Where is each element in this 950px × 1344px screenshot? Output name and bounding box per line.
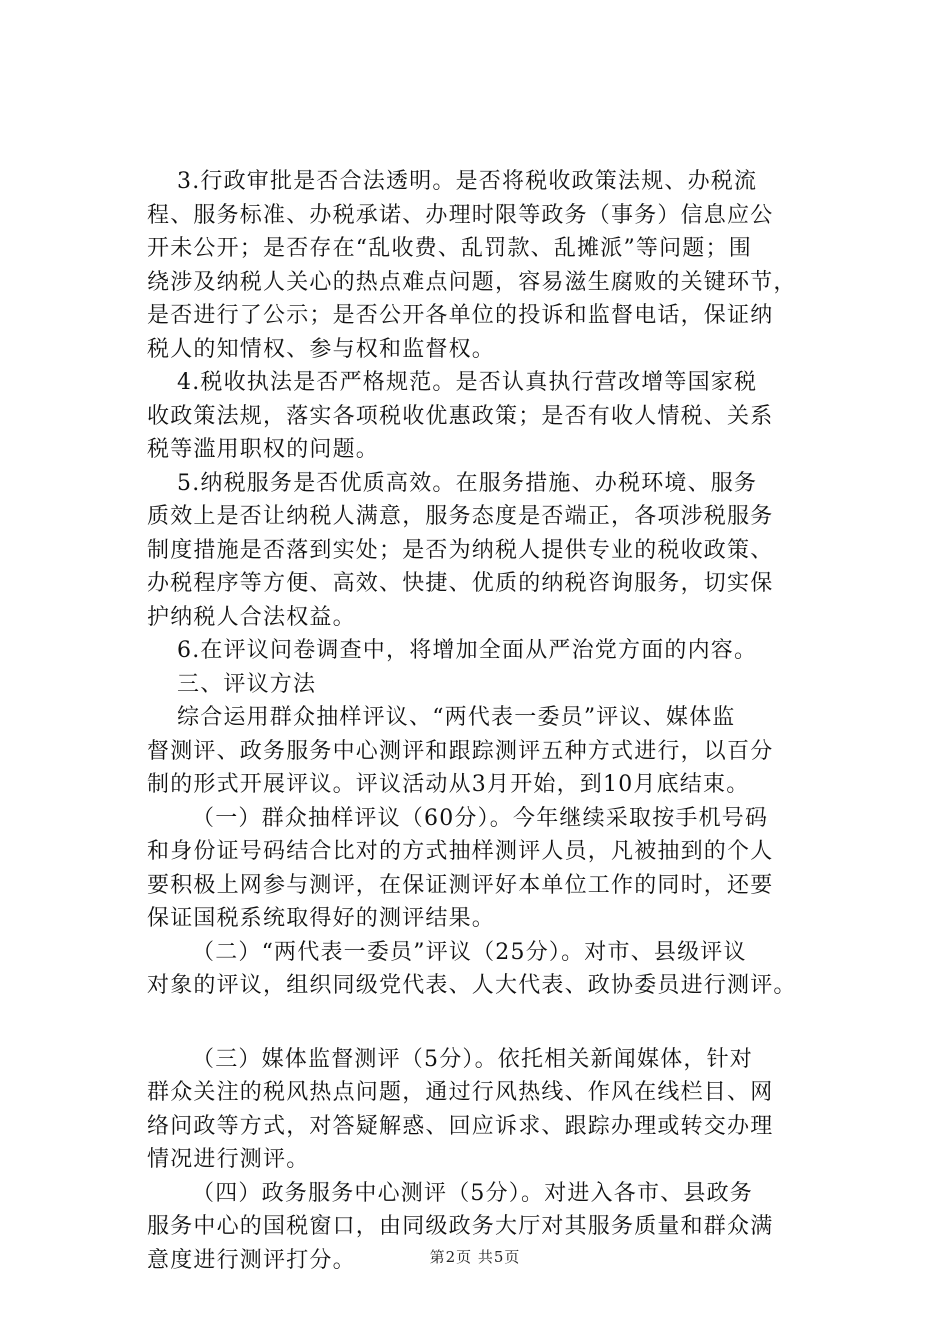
paragraph-item-4 [147, 366, 847, 467]
paragraph-item-6 [147, 634, 847, 668]
text-line: 收政策法规，落实各项税收优惠政策；是否有收人情税、关系 [147, 403, 774, 429]
text-line: （三）媒体监督测评（5分）。依托相关新闻媒体，针对 [192, 1046, 753, 1072]
text-line: 情况进行测评。 [147, 1147, 310, 1172]
text-line: （二）“两代表一委员”评议（25分）。对市、县级评议 [192, 939, 747, 965]
text-line: 要积极上网参与测评，在保证测评好本单位工作的同时，还要 [147, 872, 774, 898]
paragraph-subsection-3 [147, 1043, 847, 1177]
text-line: 保证国税系统取得好的测评结果。 [147, 906, 496, 931]
text-line: 税等滥用职权的问题。 [147, 437, 380, 462]
text-line: 和身份证号码结合比对的方式抽样测评人员，凡被抽到的个人 [147, 839, 774, 864]
text-line: 5.纳税服务是否优质高效。在服务措施、办税环境、服务 [177, 470, 758, 496]
paragraph-method-intro [147, 701, 847, 802]
text-line: （四）政务服务中心测评（5分）。对进入各市、县政务 [192, 1180, 753, 1206]
page-number-footer: 第2页 共5页 [429, 1248, 521, 1266]
text-line: 3.行政审批是否合法透明。是否将税收政策法规、办税流 [177, 169, 758, 194]
paragraph-subsection-2 [147, 936, 847, 1003]
text-line: 办税程序等方便、高效、快捷、优质的纳税咨询服务，切实保 [147, 571, 774, 596]
text-line: 意度进行测评打分。 [147, 1247, 356, 1273]
text-line: （一）群众抽样评议（60分）。今年继续采取按手机号码 [192, 805, 769, 831]
text-line: 督测评、政务服务中心测评和跟踪测评五种方式进行，以百分 [147, 738, 774, 764]
text-line: 制的形式开展评议。评议活动从3月开始，到10月底结束。 [147, 772, 750, 797]
text-line: 对象的评议，组织同级党代表、人大代表、政协委员进行测评。 [147, 973, 797, 998]
section-heading [147, 668, 847, 702]
heading-text: 三、评议方法 [177, 671, 317, 697]
text-line: 群众关注的税风热点问题，通过行风热线、作风在线栏目、网 [147, 1080, 774, 1105]
paragraph-subsection-1 [147, 802, 847, 936]
text-line: 质效上是否让纳税人满意，服务态度是否端正，各项涉税服务 [147, 504, 774, 529]
paragraph-item-3 [147, 165, 847, 366]
text-line: 6.在评议问卷调查中，将增加全面从严治党方面的内容。 [177, 638, 758, 663]
text-line: 是否进行了公示；是否公开各单位的投诉和监督电话，保证纳 [147, 303, 774, 328]
text-line: 制度措施是否落到实处；是否为纳税人提供专业的税收政策、 [147, 537, 774, 563]
text-line: 开未公开；是否存在“乱收费、乱罚款、乱摊派”等问题；围 [147, 236, 752, 261]
paragraph-spacer [147, 1003, 847, 1043]
paragraph-item-5 [147, 467, 847, 635]
text-line: 护纳税人合法权益。 [147, 604, 356, 630]
text-line: 综合运用群众抽样评议、“两代表一委员”评议、媒体监 [177, 705, 736, 730]
text-line: 绕涉及纳税人关心的热点难点问题，容易滋生腐败的关键环节， [147, 269, 797, 295]
document-body [147, 165, 847, 1277]
text-line: 络问政等方式，对答疑解惑、回应诉求、跟踪办理或转交办理 [147, 1113, 774, 1139]
text-line: 程、服务标准、办税承诺、办理时限等政务（事务）信息应公 [147, 202, 774, 228]
text-line: 4.税收执法是否严格规范。是否认真执行营改增等国家税 [177, 370, 758, 395]
text-line: 服务中心的国税窗口，由同级政务大厅对其服务质量和群众满 [147, 1214, 774, 1239]
text-line: 税人的知情权、参与权和监督权。 [147, 336, 496, 362]
